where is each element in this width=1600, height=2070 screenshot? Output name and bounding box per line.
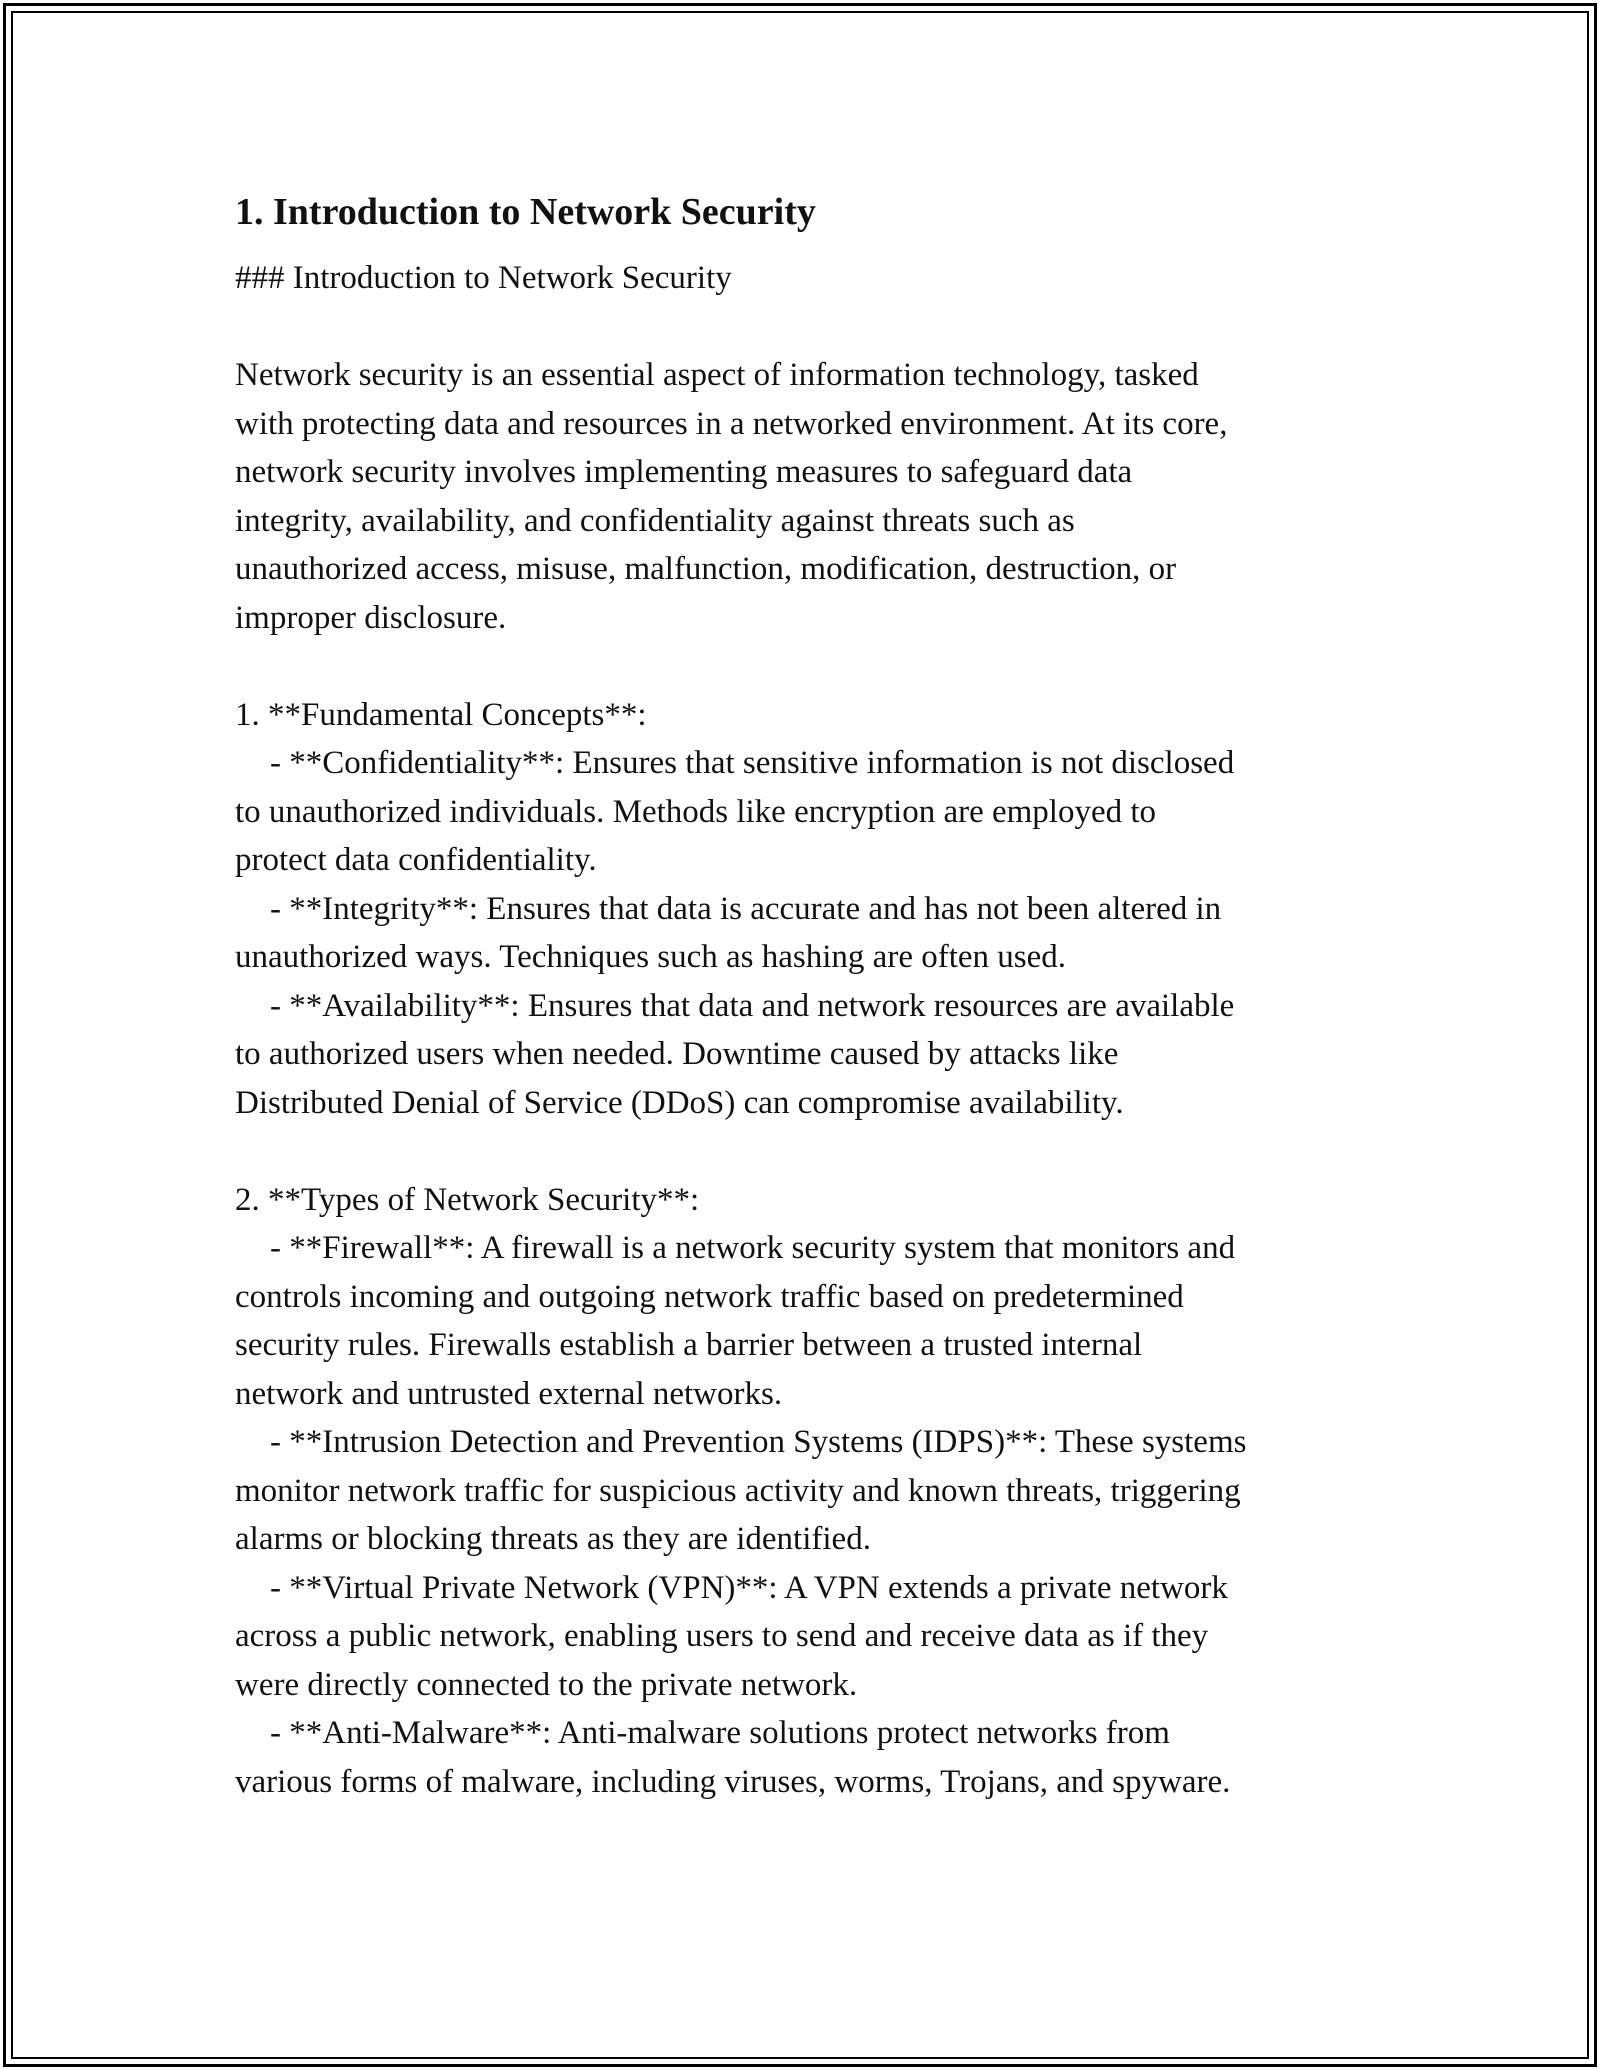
intro-line: integrity, availability, and confidentiality against threats such as [235,502,1075,539]
list-item-line: network and untrusted external networks. [235,1375,783,1412]
list-item-line: across a public network, enabling users to send and receive data as if they [235,1618,1209,1654]
document-body [235,182,1385,1806]
document-subtitle: ### Introduction to Network Security [235,260,732,296]
list-item-first-line: - **Anti-Malware**: Anti-malware solutions protect networks from [270,1715,1170,1751]
spacer [235,1127,1385,1176]
list-item-confidentiality [235,739,1385,885]
list-item-line: unauthorized ways. Techniques such as hashing are often used. [235,939,1067,975]
section-types-of-network-security [235,1176,1385,1807]
intro-line: with protecting data and resources in a networked environment. At its core, [235,405,1228,442]
section-heading: 1. **Fundamental Concepts**: [235,696,647,733]
section-fundamental-concepts [235,691,1385,1128]
list-item-first-line: - **Firewall**: A firewall is a network security system that monitors and [270,1230,1236,1266]
list-item-vpn [235,1564,1385,1710]
intro-line: improper disclosure. [235,599,507,636]
intro-paragraph [235,351,1385,642]
list-item-line: to authorized users when needed. Downtime caused by attacks like [235,1036,1119,1072]
list-item-first-line: - **Confidentiality**: Ensures that sensitive information is not disclosed [270,745,1235,781]
list-item-first-line: - **Integrity**: Ensures that data is accurate and has not been altered in [270,890,1222,927]
intro-line: unauthorized access, misuse, malfunction, modification, destruction, or [235,551,1177,587]
list-item-first-line: - **Virtual Private Network (VPN)**: A VPN extends a private network [270,1569,1228,1606]
intro-line: network security involves implementing measures to safeguard data [235,454,1133,490]
list-item-idps [235,1418,1385,1564]
list-item-first-line: - **Availability**: Ensures that data and network resources are available [270,987,1235,1024]
list-item-line: alarms or blocking threats as they are identified. [235,1521,871,1557]
list-item-line: were directly connected to the private network. [235,1666,858,1703]
list-item-line: security rules. Firewalls establish a barrier between a trusted internal [235,1327,1143,1363]
list-item-line: to unauthorized individuals. Methods like encryption are employed to [235,793,1157,830]
list-item-line: protect data confidentiality. [235,842,597,878]
list-item-line: Distributed Denial of Service (DDoS) can compromise availability. [235,1084,1124,1121]
intro-line: Network security is an essential aspect of information technology, tasked [235,357,1199,393]
list-item-anti-malware [235,1709,1385,1806]
spacer [235,642,1385,691]
spacer [235,303,1385,352]
section-heading: 2. **Types of Network Security**: [235,1181,700,1218]
list-item-firewall [235,1224,1385,1418]
list-item-availability [235,982,1385,1128]
document-title: 1. Introduction to Network Security [235,191,816,233]
list-item-first-line: - **Intrusion Detection and Prevention Systems (IDPS)**: These systems [270,1424,1247,1460]
list-item-line: monitor network traffic for suspicious activity and known threats, triggering [235,1472,1241,1509]
list-item-line: controls incoming and outgoing network traffic based on predetermined [235,1278,1184,1315]
list-item-line: various forms of malware, including viruses, worms, Trojans, and spyware. [235,1763,1231,1800]
list-item-integrity [235,885,1385,982]
